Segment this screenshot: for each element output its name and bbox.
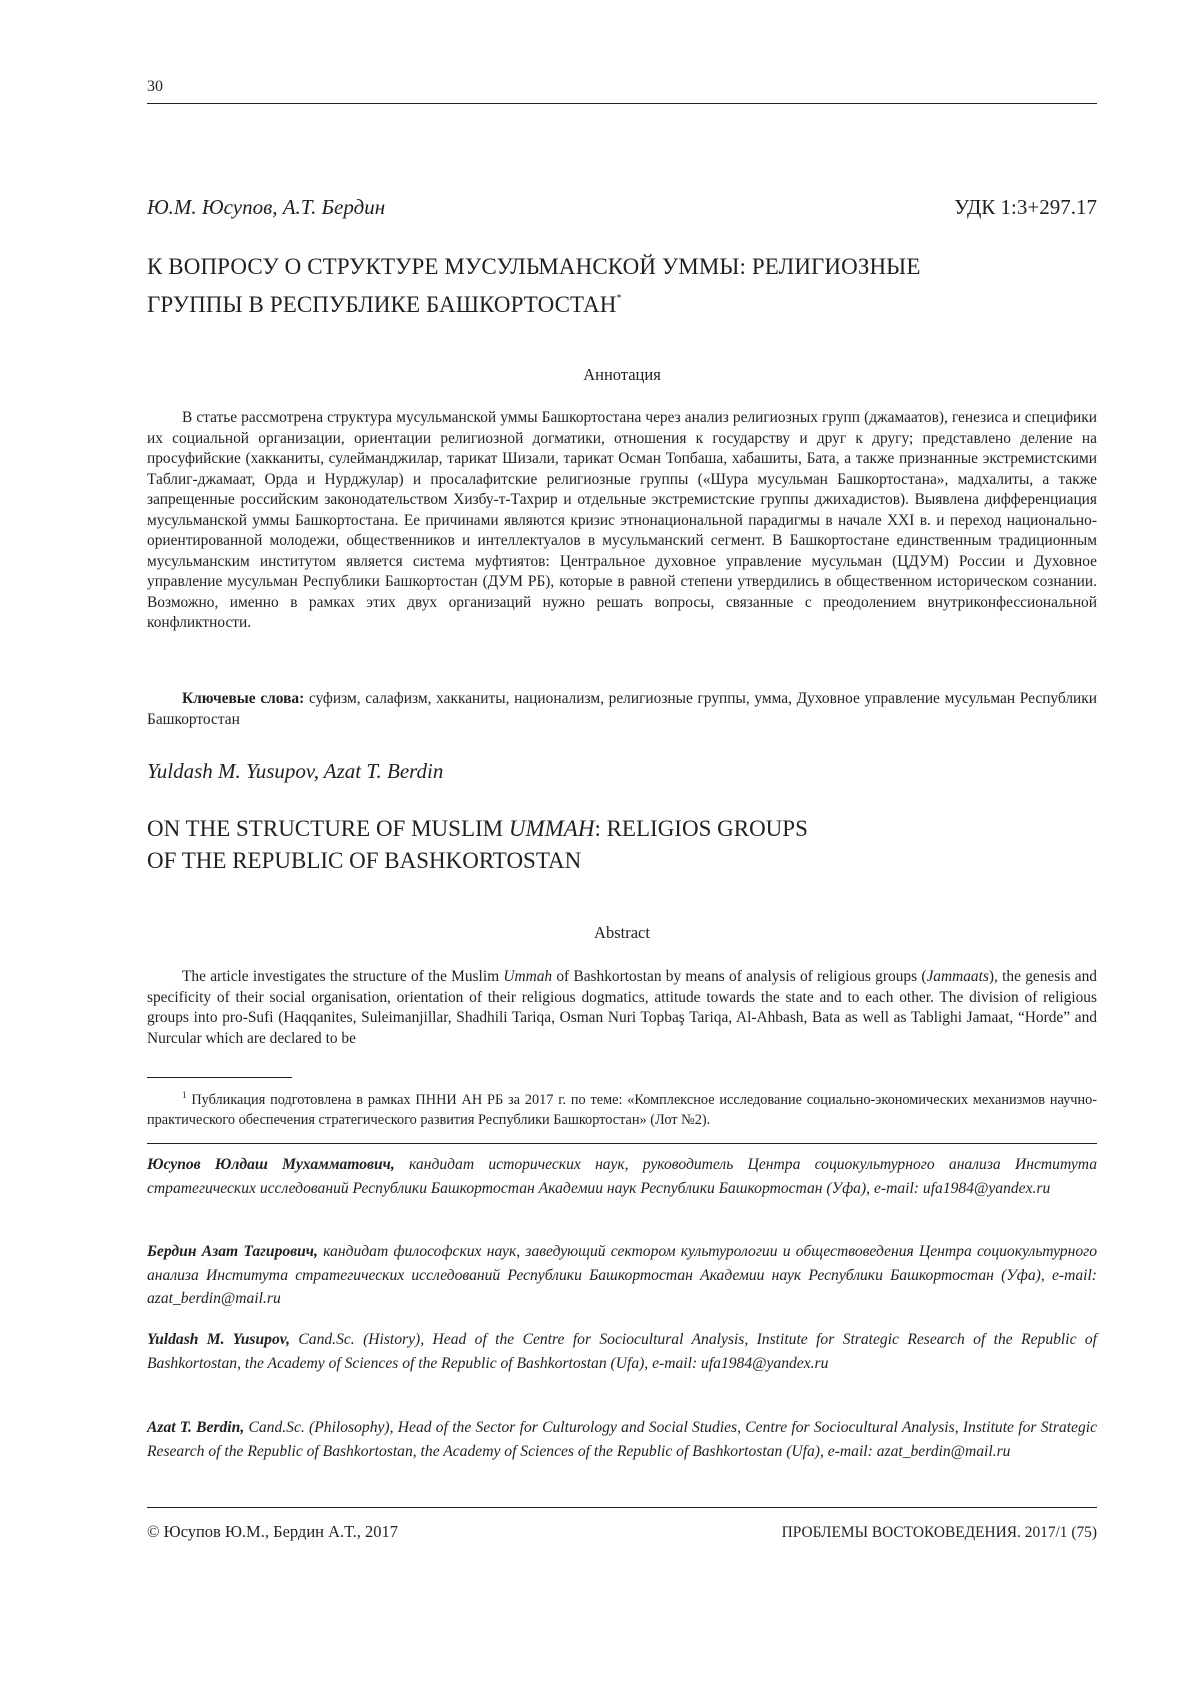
author-name: Azat T. Berdin, — [147, 1419, 245, 1436]
udk-code: УДК 1:3+297.17 — [954, 195, 1097, 219]
author-info-berdin-en — [147, 1416, 1097, 1463]
abstract-heading: Abstract — [594, 923, 650, 942]
title-english-part-1: ON THE STRUCTURE OF MUSLIM — [147, 816, 509, 841]
copyright: © Юсупов Ю.М., Бердин А.Т., 2017 — [147, 1522, 398, 1541]
keywords-label: Ключевые слова: — [182, 690, 305, 707]
author-info-yusupov-ru — [147, 1153, 1097, 1200]
author-details: кандидат философских наук, заведующий сектором культурологии и обществоведения Центра социокультурного анализа Института стратегических исследований Республики Башкортостан Академии наук Республики Башкортостан (Уфа), e-mail: azat_berdin@mail.ru — [147, 1243, 1098, 1307]
author-info-yusupov-en — [147, 1328, 1097, 1375]
header-rule — [147, 103, 1097, 104]
authors-russian: Ю.М. Юсупов, А.Т. Бердин — [147, 195, 386, 219]
author-name: Yuldash M. Yusupov, — [147, 1331, 291, 1348]
article-title-english — [147, 813, 808, 877]
keywords-text: суфизм, салафизм, хакканиты, национализм, религиозные группы, умма, Духовное управление мусульман Республики Башкортостан — [147, 690, 1097, 728]
keywords — [147, 689, 1097, 730]
abstract-jammaats: Jammaats — [926, 968, 989, 985]
abstract-ummah: Ummah — [503, 968, 553, 985]
title-english-line-2: OF THE REPUBLIC OF BASHKORTOSTAN — [147, 848, 582, 873]
title-english-ummah: UMMAH — [508, 816, 595, 841]
abstract-part-1: The article investigates the structure of the Muslim — [182, 968, 504, 985]
journal-page — [147, 0, 1097, 1697]
abstract-part-2: of Bashkortostan by means of analysis of religious groups ( — [552, 968, 927, 985]
author-info-rule-bottom — [147, 1507, 1097, 1508]
title-footnote-marker: * — [616, 293, 622, 304]
authors-english: Yuldash M. Yusupov, Azat T. Berdin — [147, 759, 444, 783]
footnote-marker: 1 — [182, 1090, 187, 1100]
author-name: Бердин Азат Тагирович, — [147, 1243, 318, 1260]
author-info-berdin-ru — [147, 1240, 1097, 1311]
title-english-part-2: : RELIGIOS GROUPS — [594, 816, 808, 841]
author-name: Юсупов Юлдаш Мухамматович, — [147, 1156, 395, 1173]
page-number: 30 — [147, 78, 163, 95]
title-russian-line-1: К ВОПРОСУ О СТРУКТУРЕ МУСУЛЬМАНСКОЙ УММЫ: РЕЛИГИОЗНЫЕ — [147, 254, 921, 279]
title-russian-line-2: ГРУППЫ В РЕСПУБЛИКЕ БАШКОРТОСТАН — [147, 292, 617, 317]
author-details: Cand.Sc. (Philosophy), Head of the Sector for Culturology and Social Studies, Centre for Sociocultural Analysis, Institute for Strategic Research of the Republic of Bashkortostan, the Academy of Sciences of the Republic of Bashkortostan (Ufa), e-mail: azat_berdin@mail.ru — [147, 1419, 1097, 1460]
abstract-part-3: ), the genesis and specificity of their social organisation, orientation of their religious dogmatics, attitude towards the state and to each other. The division of religious groups into pro-Sufi (Haqqanites, Suleimanjillar, Shadhili Tariqa, Osman Nuri Topbaş Tariqa, Al-Ahbash, Bata as well as Tablighi Jamaat, “Horde” and Nurcular which are declared to be — [147, 968, 1097, 1047]
footnote-text: Публикация подготовлена в рамках ПННИ АН РБ за 2017 г. по теме: «Комплексное исследование социально-экономических механизмов научно-практического обеспечения стратегического развития Республики Башкортостан» (Лот №2). — [147, 1092, 1098, 1128]
footnote — [147, 1085, 1097, 1130]
abstract-text — [147, 967, 1097, 1049]
author-details: Cand.Sc. (History), Head of the Centre for Sociocultural Analysis, Institute for Strategic Research of the Republic of Bashkortostan, the Academy of Sciences of the Republic of Bashkortostan (Ufa), e-mail: ufa1984@yandex.ru — [147, 1331, 1098, 1372]
footnote-rule — [147, 1077, 292, 1078]
author-info-rule-top — [147, 1143, 1097, 1144]
journal-issue: ПРОБЛЕМЫ ВОСТОКОВЕДЕНИЯ. 2017/1 (75) — [781, 1524, 1097, 1541]
author-details: кандидат исторических наук, руководитель Центра социокультурного анализа Института стратегических исследований Республики Башкортостан Академии наук Республики Башкортостан (Уфа), e-mail: ufa1984@yandex.ru — [147, 1156, 1097, 1197]
annotation-heading: Аннотация — [583, 365, 661, 384]
article-title-russian — [147, 251, 921, 321]
annotation-text: В статье рассмотрена структура мусульманской уммы Башкортостана через анализ религиозных групп (джамаатов), генезиса и специфики их социальной организации, ориентации религиозной догматики, отношения к государству и друг к другу; представлено деление на просуфийские (хакканиты, сулейманджилар, тарикат Шизали, тарикат Осман Топбаша, хабашиты, Бата, а также признанные экстремистскими Таблиг-джамаат, Орда и Нурджулар) и просалафитские религиозные группы («Шура мусульман Башкортостана», мадхалиты, а также запрещенные российским законодательством Хизбу-т-Тахрир и отдельные экстремистские группы джихадистов). Выявлена дифференциация мусульманской уммы Башкортостана. Ее причинами являются кризис этнонациональной парадигмы в начале XXI в. и переход национально-ориентированной молодежи, общественников и интеллектуалов в мусульманский сегмент. В Башкортостане единственным традиционным мусульманским институтом является система муфтиятов: Центральное духовное управление мусульман (ЦДУМ) России и Духовное управление мусульман Республики Башкортостан (ДУМ РБ), которые в равной степени утвердились в общественном историческом сознании. Возможно, именно в рамках этих двух организаций нужно решать вопросы, связанные с преодолением внутриконфессиональной конфликтности. — [147, 409, 1097, 631]
